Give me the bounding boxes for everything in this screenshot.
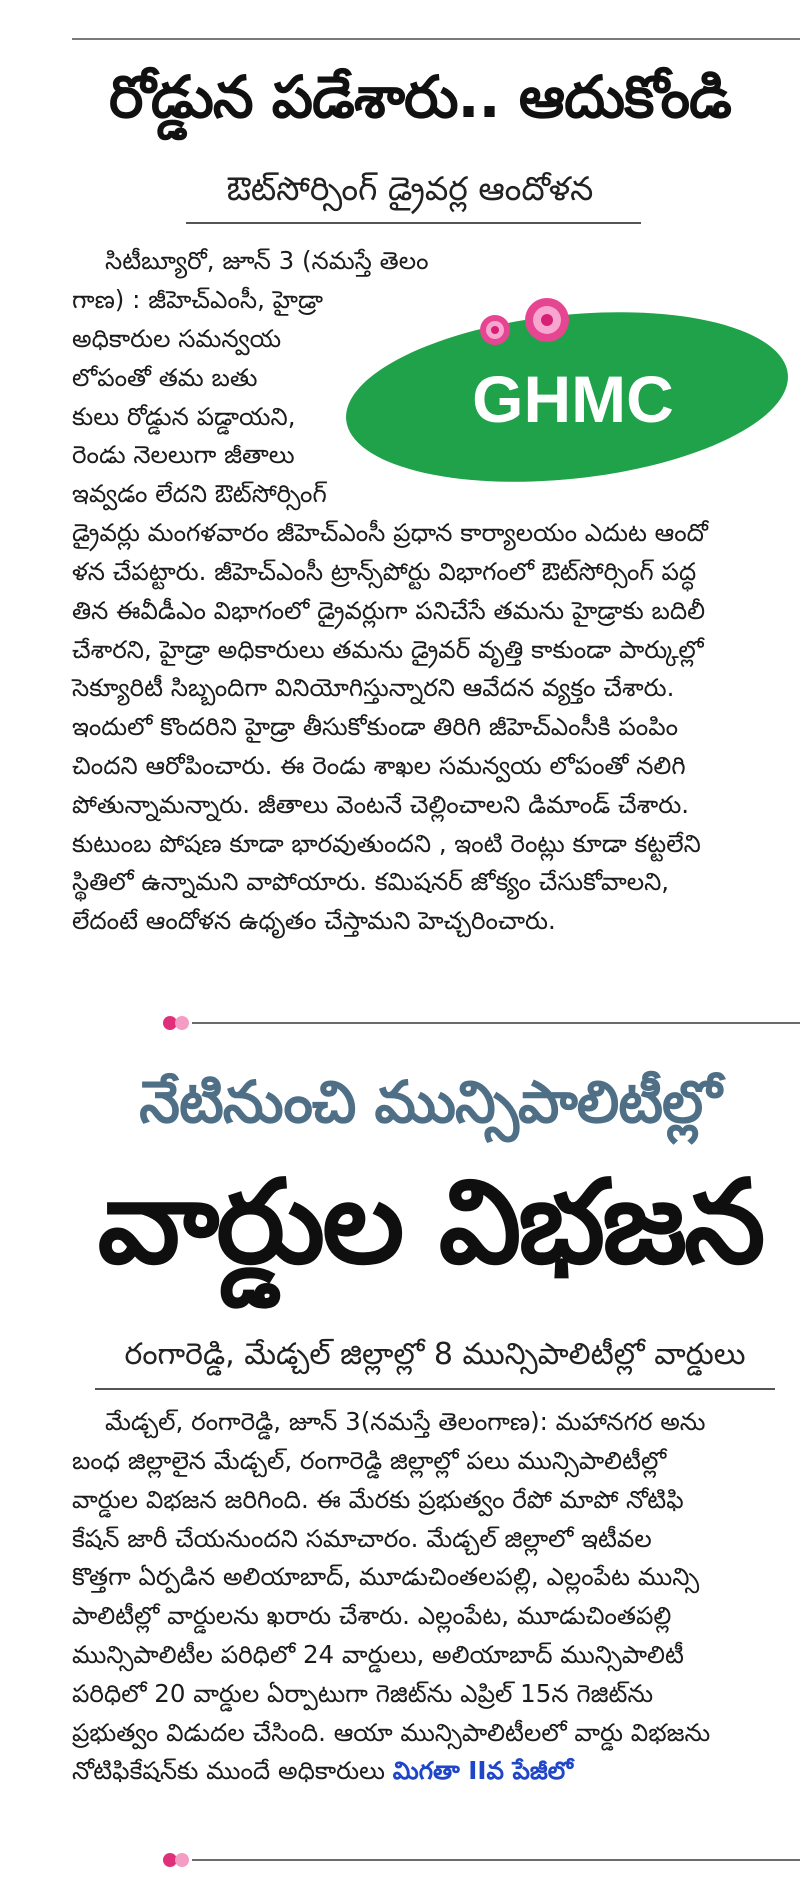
body-line: లోపంతో తమ బతు xyxy=(72,363,258,392)
body-line: బంధ జిల్లాలైన మేడ్చల్, రంగారెడ్డి జిల్లాల్లో పలు మున్సిపాలిటీల్లో xyxy=(72,1446,667,1475)
body-line: ళన చేపట్టారు. జీహెచ్ఎంసీ ట్రాన్స్‌పోర్టు విభాగంలో ఔట్‌సోర్సింగ్ పద్ధ xyxy=(72,557,697,586)
divider-line xyxy=(192,1022,800,1024)
subheadline-underline xyxy=(95,1388,775,1390)
body-line: కులు రోడ్డున పడ్డాయని, xyxy=(72,402,296,431)
article1-headline: రోడ్డున పడేశారు.. ఆదుకోండి xyxy=(109,63,731,131)
body-line: పాలిటీల్లో వార్డులను ఖరారు చేశారు. ఎల్లంపేట, మూడుచింతపల్లి xyxy=(72,1601,672,1630)
body-line: తిన ఈవీడీఎం విభాగంలో డ్రైవర్లుగా పనిచేసే తమను హైడ్రాకు బదిలీ xyxy=(72,596,706,625)
body-line: కేషన్ జారీ చేయనుందని సమాచారం. మేడ్చల్ జిల్లాలో ఇటీవల xyxy=(72,1524,652,1553)
body-line: లేదంటే ఆందోళన ఉధృతం చేస్తామని హెచ్చరించారు. xyxy=(72,906,556,935)
bullet-dot xyxy=(175,1853,189,1867)
body-line: ఇవ్వడం లేదని ఔట్‌సోర్సింగ్ xyxy=(72,479,327,508)
last-line-text: నోటిఫికేషన్‌కు ముందే అధికారులు xyxy=(72,1756,385,1785)
body-line: పోతున్నామన్నారు. జీతాలు వెంటనే చెల్లించాలని డిమాండ్ చేశారు. xyxy=(72,790,690,819)
body-line: అధికారుల సమన్వయ xyxy=(72,324,282,353)
body-line: వార్డుల విభజన జరిగింది. ఈ మేరకు ప్రభుత్వం రేపో మాపో నోటిఫి xyxy=(72,1485,684,1514)
body-line: చిందని ఆరోపించారు. ఈ రెండు శాఖల సమన్వయ లోపంతో నలిగి xyxy=(72,751,686,780)
body-line: సెక్యూరిటీ సిబ్బందిగా వినియోగిస్తున్నారని ఆవేదన వ్యక్తం చేశారు. xyxy=(72,673,675,702)
body-line-last xyxy=(72,1752,800,1791)
article2-headline: వార్డుల విభజన xyxy=(97,1155,763,1290)
body-line: మున్సిపాలిటీల పరిధిలో 24 వార్డులు, అలియాబాద్ మున్సిపాలిటీ xyxy=(72,1640,684,1669)
body-line: డ్రైవర్లు మంగళవారం జీహెచ్ఎంసీ ప్రధాన కార్యాలయం ఎదుట ఆందో xyxy=(72,518,708,547)
body-line: కొత్తగా ఏర్పడిన అలియాబాద్, మూడుచింతలపల్లి, ఎల్లంపేట మున్సి xyxy=(72,1562,700,1591)
divider-line xyxy=(192,1859,800,1861)
bullet-dot xyxy=(175,1016,189,1030)
article1-subheadline: ఔట్‌సోర్సింగ్ డ్రైవర్ల ఆందోళన xyxy=(226,169,594,208)
article2-kicker: నేటినుంచి మున్సిపాలిటీల్లో xyxy=(139,1068,721,1136)
continued-link[interactable]: మిగతా IIవ పేజీలో xyxy=(392,1756,574,1785)
body-line: చేశారని, హైడ్రా అధికారులు తమను డ్రైవర్ వృత్తి కాకుండా పార్కుల్లో xyxy=(72,635,704,664)
body-line: ఇందులో కొందరిని హైడ్రా తీసుకోకుండా తిరిగి జీహెచ్ఎంసీకి పంపిం xyxy=(72,712,679,741)
article2-subheadline: రంగారెడ్డి, మేడ్చల్ జిల్లాల్లో 8 మున్సిపాలిటీల్లో వార్డులు xyxy=(124,1337,746,1372)
subheadline-underline xyxy=(186,222,641,224)
body-line: పరిధిలో 20 వార్డుల ఏర్పాటుగా గెజిట్‌ను ఎప్రిల్ 15న గెజిట్‌ను xyxy=(72,1679,654,1708)
ghmc-logo xyxy=(335,272,790,487)
top-rule xyxy=(72,38,800,40)
body-line: కుటుంబ పోషణ కూడా భారవుతుందని , ఇంటి రెంట్లు కూడా కట్టలేని xyxy=(72,829,701,858)
body-line: రెండు నెలలుగా జీతాలు xyxy=(72,440,295,469)
logo-text: GHMC xyxy=(472,362,674,436)
body-line: ప్రభుత్వం విడుదల చేసింది. ఆయా మున్సిపాలిటీలలో వార్డు విభజను xyxy=(72,1718,711,1747)
body-line: స్థితిలో ఉన్నామని వాపోయారు. కమిషనర్ జోక్యం చేసుకోవాలని, xyxy=(72,867,670,896)
article2-dateline: మేడ్చల్, రంగారెడ్డి, జూన్ 3(నమస్తే తెలంగాణ): మహానగర అను xyxy=(105,1407,706,1436)
body-line: గాణ) : జీహెచ్ఎంసీ, హైడ్రా xyxy=(72,285,323,314)
article1-dateline: సిటీబ్యూరో, జూన్ 3 (నమస్తే తెలం xyxy=(105,246,429,275)
